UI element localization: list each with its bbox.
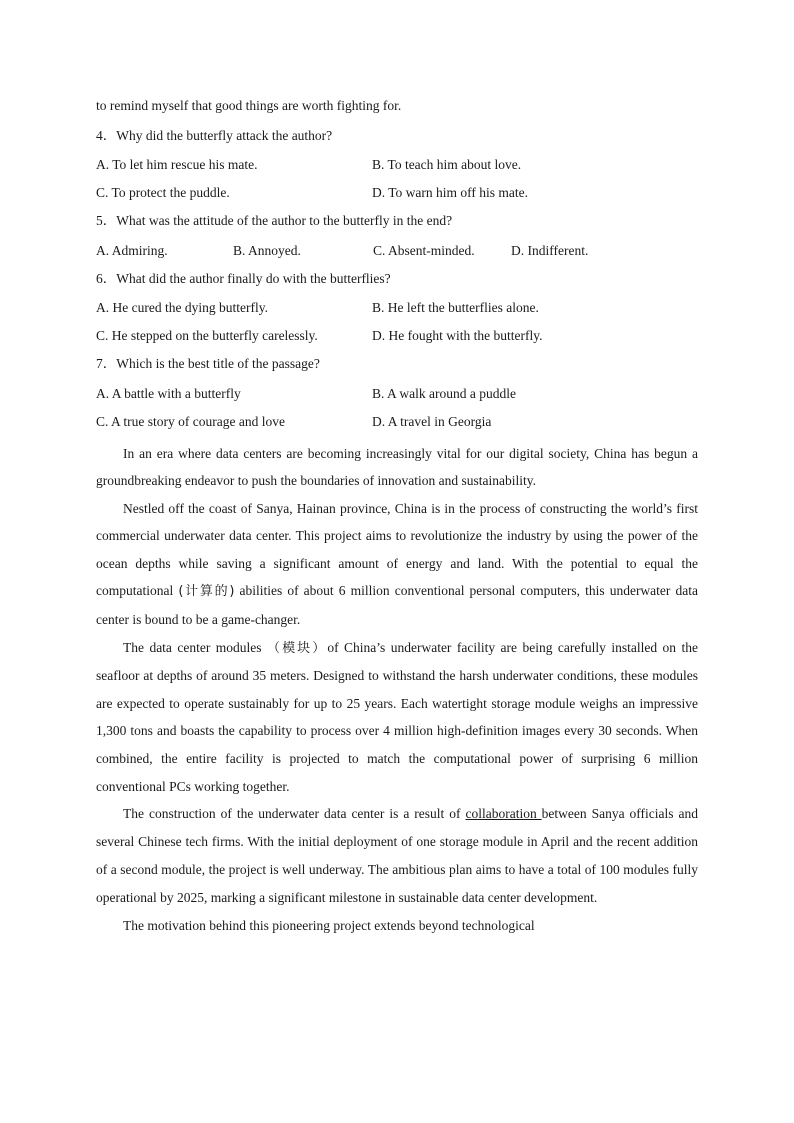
question-4-option-a[interactable]: A. To let him rescue his mate. — [96, 157, 258, 172]
question-6-option-c[interactable]: C. He stepped on the butterfly carelessly. — [96, 328, 318, 343]
question-6-stem: 6．What did the author finally do with the butterflies? — [96, 270, 391, 286]
continuation-line: to remind myself that good things are worth fighting for. — [96, 98, 402, 113]
question-7-option-a[interactable]: A. A battle with a butterfly — [96, 385, 241, 401]
question-4-options-row-1 — [96, 155, 698, 183]
question-4-option-b[interactable]: B. To teach him about love. — [372, 157, 522, 172]
passage-paragraph-2-text-b: abilities of about 6 million conventional personal computers, this underwater data center is bound to be a game-changer. — [96, 583, 698, 628]
passage-paragraph-2 — [96, 495, 698, 634]
question-4-option-c[interactable]: C. To protect the puddle. — [96, 185, 230, 200]
passage-paragraph-5: The motivation behind this pioneering project extends beyond technological — [123, 918, 535, 934]
question-7-option-d[interactable]: D. A travel in Georgia — [372, 413, 492, 429]
passage-paragraph-2-text-a: Nestled off the coast of Sanya, Hainan province, China is in the process of constructing the world’s first commercial underwater data center. This project aims to revolutionize the industry by using the power of the ocean depths while saving a significant amount of energy and land. With the potential to equal the computational — [96, 500, 698, 599]
question-6-option-a[interactable]: A. He cured the dying butterfly. — [96, 300, 268, 315]
passage-paragraph-3 — [96, 634, 698, 801]
passage-paragraph-4-underlined-word: collaboration — [465, 806, 542, 822]
question-7-stem: 7．Which is the best title of the passage? — [96, 356, 320, 371]
passage-paragraph-4-text-b: between Sanya officials and several Chinese tech firms. With the initial deployment of one storage module in April and the recent addition of a second module, the project is well underway. The ambitious plan aims to have a total of 100 modules fully operational by 2025, marking a significant milestone in sustainable data center development. — [96, 806, 698, 906]
passage-paragraph-3-text-a: The data center modules — [123, 639, 267, 655]
question-5-option-d[interactable]: D. Indifferent. — [511, 242, 589, 258]
passage-paragraph-3-gloss: （模块） — [267, 640, 328, 656]
question-5-stem: 5．What was the attitude of the author to the butterfly in the end? — [96, 213, 453, 228]
question-4-option-d[interactable]: D. To warn him off his mate. — [372, 185, 529, 200]
passage-paragraph-2-gloss: (计算的) — [178, 584, 235, 600]
question-5-option-c[interactable]: C. Absent-minded. — [373, 242, 475, 258]
question-7-option-b[interactable]: B. A walk around a puddle — [372, 385, 516, 401]
question-6-option-b[interactable]: B. He left the butterflies alone. — [372, 300, 539, 315]
passage-paragraph-4 — [96, 800, 698, 912]
question-4-stem: 4．Why did the butterfly attack the author? — [96, 127, 333, 143]
passage-paragraph-4-text-a: The construction of the underwater data center is a result of — [123, 806, 466, 822]
question-6-options-row-1 — [96, 298, 698, 326]
passage-paragraph-1: In an era where data centers are becoming increasingly vital for our digital society, China has begun a groundbreaking endeavor to push the boundaries of innovation and sustainability. — [96, 445, 698, 489]
question-7-option-c[interactable]: C. A true story of courage and love — [96, 413, 285, 429]
question-7-options-row-2 — [96, 412, 698, 440]
question-5-options-row — [96, 241, 698, 269]
document-page — [96, 96, 698, 940]
passage-paragraph-3-text-b: of China’s underwater facility are being carefully installed on the seafloor at depths of around 35 meters. Designed to withstand the harsh underwater conditions, these modules are expected to operate sustainably for up to 25 years. Each watertight storage module weighs an impressive 1,300 tons and boasts the capability to process over 4 million high-definition images every 30 seconds. When combined, the entire facility is projected to match the computational power of surprising 6 million conventional PCs working together. — [96, 639, 698, 794]
question-6-options-row-2 — [96, 326, 698, 354]
question-5-option-a[interactable]: A. Admiring. — [96, 242, 168, 258]
question-4-options-row-2 — [96, 183, 698, 211]
question-7-options-row-1 — [96, 384, 698, 412]
question-6-option-d[interactable]: D. He fought with the butterfly. — [372, 328, 543, 343]
question-5-option-b[interactable]: B. Annoyed. — [233, 242, 301, 258]
